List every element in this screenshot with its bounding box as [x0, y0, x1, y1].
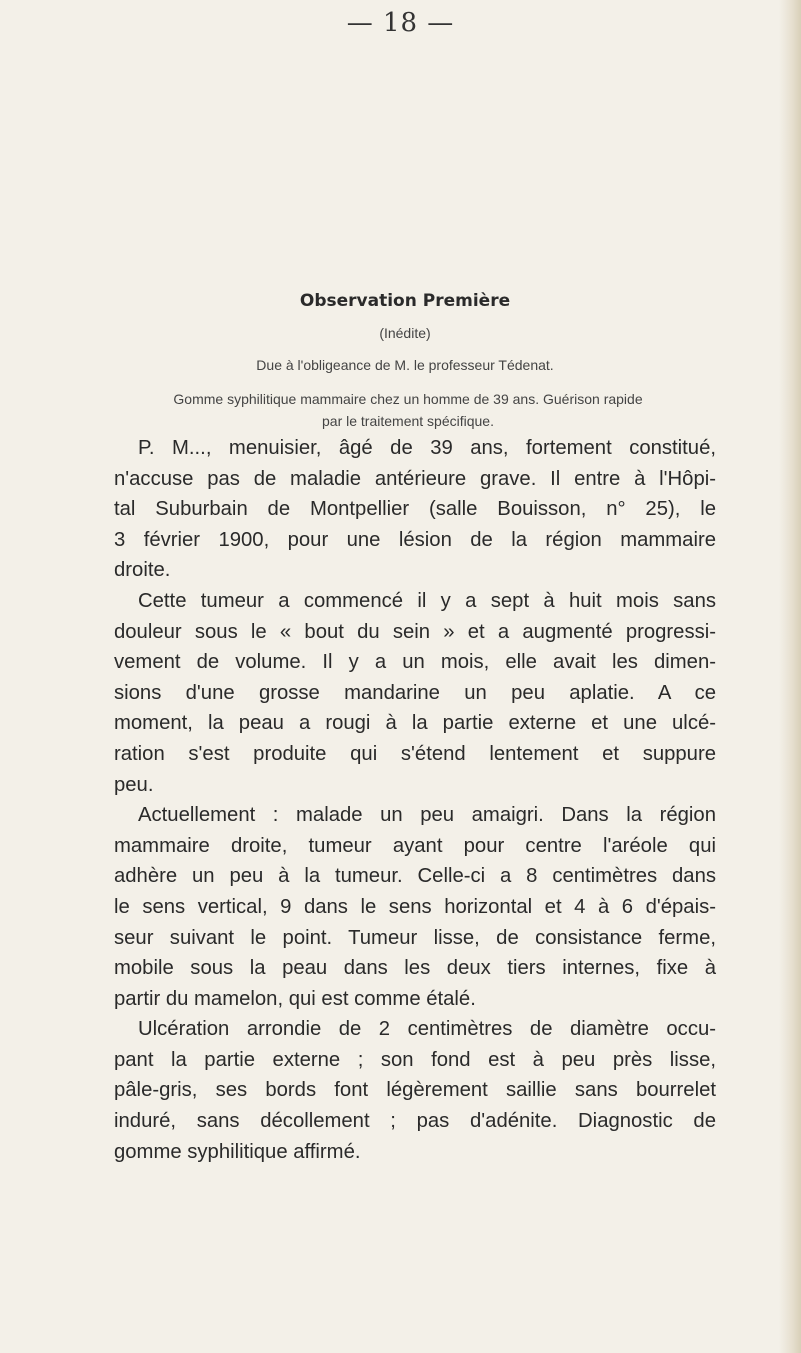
paragraph-2 — [114, 586, 716, 800]
text-line: partir du mamelon, qui est comme étalé. — [114, 987, 476, 1010]
paragraph-1 — [114, 433, 716, 586]
observation-subtitle: (Inédite) — [379, 325, 431, 341]
text-line: douleur sous le « bout du sein » et a augmenté progressi- — [114, 620, 716, 643]
text-line: 3 février 1900, pour une lésion de la région mammaire — [114, 528, 716, 551]
observation-title: Observation Première — [299, 291, 511, 311]
paragraph-3 — [114, 800, 716, 1014]
text-line: Cette tumeur a commencé il y a sept à huit mois sans — [138, 589, 716, 612]
paragraph-4 — [114, 1014, 716, 1167]
text-line: n'accuse pas de maladie antérieure grave. Il entre à l'Hôpi- — [114, 467, 716, 490]
text-line: droite. — [114, 559, 171, 582]
text-line: sions d'une grosse mandarine un peu aplatie. A ce — [114, 681, 716, 704]
text-line: le sens vertical, 9 dans le sens horizontal et 4 à 6 d'épais- — [114, 895, 716, 918]
page-edge-shadow — [779, 0, 801, 1353]
summary-line: Gomme syphilitique mammaire chez un homme de 39 ans. Guérison rapide — [173, 391, 643, 407]
text-line: pant la partie externe ; son fond est à peu près lisse, — [114, 1048, 716, 1071]
text-line: moment, la peau a rougi à la partie externe et une ulcé- — [114, 712, 716, 735]
summary-line: par le traitement spécifique. — [322, 413, 494, 429]
body-text — [114, 433, 716, 1167]
text-line: ration s'est produite qui s'étend lentement et suppure — [114, 742, 716, 765]
text-line: adhère un peu à la tumeur. Celle-ci a 8 centimètres dans — [114, 865, 716, 888]
text-line: Actuellement : malade un peu amaigri. Dans la région — [138, 804, 716, 827]
page-number: — 18 — — [346, 8, 455, 38]
observation-summary — [88, 388, 728, 432]
text-line: Ulcération arrondie de 2 centimètres de diamètre occu- — [138, 1018, 716, 1041]
text-line: mobile sous la peau dans les deux tiers internes, fixe à — [114, 957, 716, 980]
text-line: pâle-gris, ses bords font légèrement saillie sans bourrelet — [114, 1079, 716, 1102]
observation-credit: Due à l'obligeance de M. le professeur Tédenat. — [256, 357, 554, 373]
text-line: P. M..., menuisier, âgé de 39 ans, fortement constitué, — [138, 437, 716, 459]
text-line: tal Suburbain de Montpellier (salle Bouisson, n° 25), le — [114, 498, 716, 521]
text-line: seur suivant le point. Tumeur lisse, de consistance ferme, — [114, 926, 716, 949]
text-line: vement de volume. Il y a un mois, elle avait les dimen- — [114, 651, 716, 674]
text-line: gomme syphilitique affirmé. — [114, 1140, 361, 1163]
text-line: induré, sans décollement ; pas d'adénite. Diagnostic de — [114, 1110, 716, 1133]
text-line: peu. — [114, 773, 154, 796]
text-line: mammaire droite, tumeur ayant pour centre l'aréole qui — [114, 834, 716, 857]
